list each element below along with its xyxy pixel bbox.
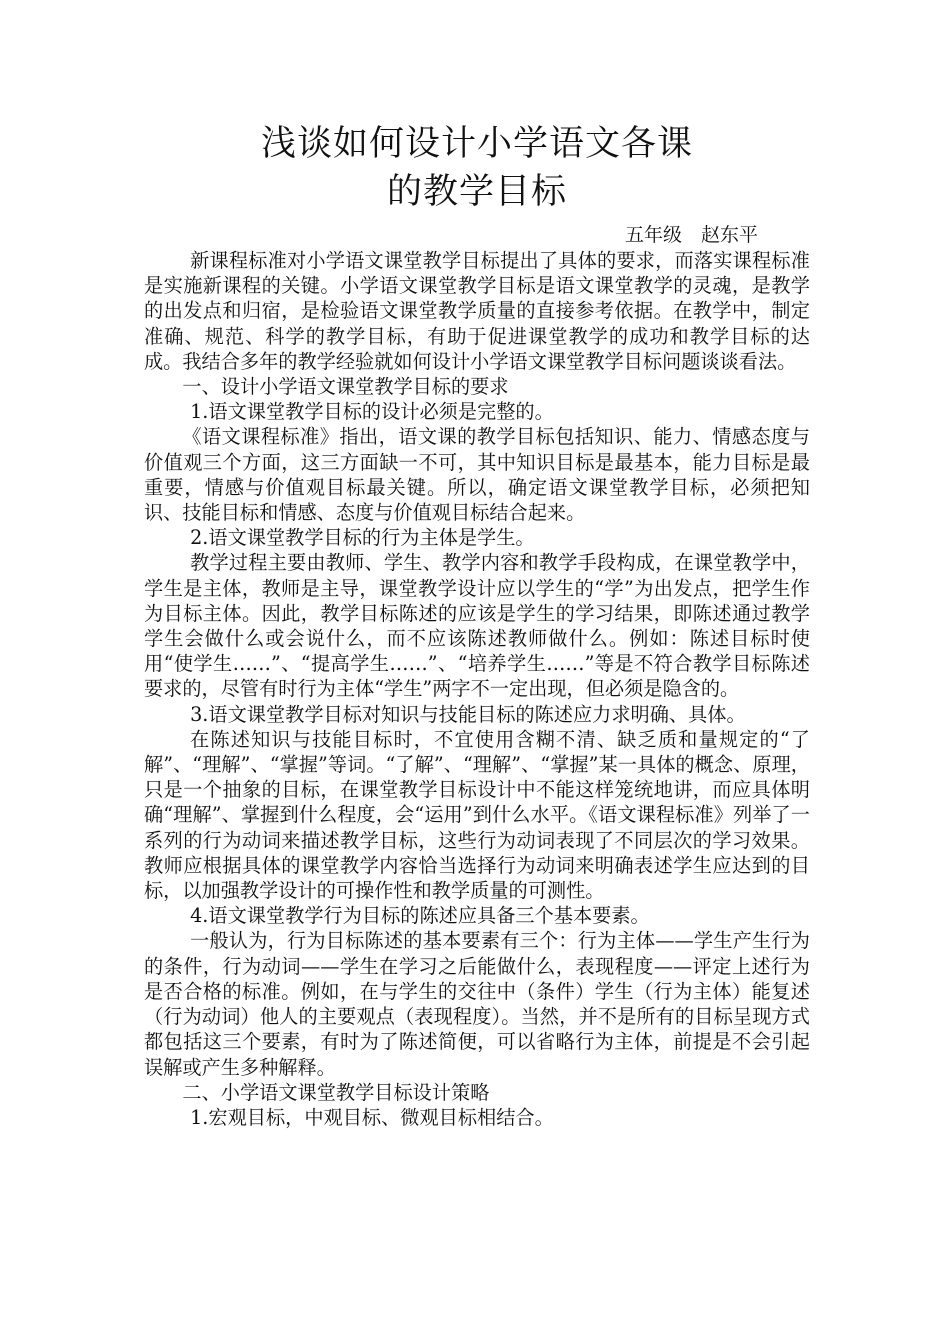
intro-paragraph: 新课程标准对小学语文课堂教学目标提出了具体的要求，而落实课程标准是实施新课程的关键。小学语文课堂教学目标是语文课堂教学的灵魂，是教学的出发点和归宿，是检验语文课堂教学质量的直接参考依据。在教学中，制定准确、规范、科学的教学目标，有助于促进课堂教学的成功和教学目标的达成。我结合多年的教学经验就如何设计小学语文课堂教学目标问题谈谈看法。 (144, 249, 810, 373)
paragraph-1-1: 《语文课程标准》指出，语文课的教学目标包括知识、能力、情感态度与价值观三个方面，这三方面缺一不可，其中知识目标是最基本，能力目标是最重要，情感与价值观目标最关键。所以，确定语文课堂教学目标，必须把知识、技能目标和情感、态度与价值观目标结合起来。 (144, 425, 810, 525)
section-heading-2: 二、小学语文课堂教学目标设计策略 (182, 1080, 490, 1104)
paragraph-1-3: 在陈述知识与技能目标时，不宜使用含糊不清、缺乏质和量规定的“了解”、“理解”、“掌握”等词。“了解”、“理解”、“掌握”某一具体的概念、原理，只是一个抽象的目标，在课堂教学目标设计中不能这样笼统地讲，而应具体明确“理解”、掌握到什么程度，会“运用”到什么水平。《语文课程标准》列举了一系列的行为动词来描述教学目标，这些行为动词表现了不同层次的学习效果。教师应根据具体的课堂教学内容恰当选择行为动词来明确表述学生应达到的目标，以加强教学设计的可操作性和教学质量的可测性。 (144, 727, 810, 903)
author-line: 五年级 赵东平 (624, 224, 758, 246)
section-heading-1: 一、设计小学语文课堂教学目标的要求 (182, 375, 509, 399)
paragraph-1-4: 一般认为，行为目标陈述的基本要素有三个：行为主体——学生产生行为的条件，行为动词——学生在学习之后能做什么，表现程度——评定上述行为是否合格的标准。例如，在与学生的交往中（条件）学生（行为主体）能复述（行为动词）他人的主要观点（表现程度）。当然，并不是所有的目标呈现方式都包括这三个要素，有时为了陈述简便，可以省略行为主体，前提是不会引起误解或产生多种解释。 (144, 929, 810, 1079)
subheading-1-2: 2.语文课堂教学目标的行为主体是学生。 (190, 526, 535, 550)
subheading-1-4: 4.语文课堂教学行为目标的陈述应具备三个基本要素。 (190, 904, 650, 928)
subheading-2-1: 1.宏观目标，中观目标、微观目标相结合。 (190, 1105, 554, 1129)
subheading-1-3: 3.语文课堂教学目标对知识与技能目标的陈述应力求明确、具体。 (190, 702, 746, 726)
document-title (144, 120, 810, 216)
document-page (144, 120, 810, 1130)
title-line-1: 浅谈如何设计小学语文各课 (260, 124, 693, 164)
paragraph-1-2: 教学过程主要由教师、学生、教学内容和教学手段构成，在课堂教学中，学生是主体，教师是主导，课堂教学设计应以学生的“学”为出发点，把学生作为目标主体。因此，教学目标陈述的应该是学生的学习结果，即陈述通过教学学生会做什么或会说什么，而不应该陈述教师做什么。例如：陈述目标时使用“使学生……”、“提高学生……”、“培养学生……”等是不符合教学目标陈述要求的，尽管有时行为主体“学生”两字不一定出现，但必须是隐含的。 (144, 551, 810, 701)
title-line-2: 的教学目标 (386, 172, 567, 212)
subheading-1-1: 1.语文课堂教学目标的设计必须是完整的。 (190, 400, 554, 424)
